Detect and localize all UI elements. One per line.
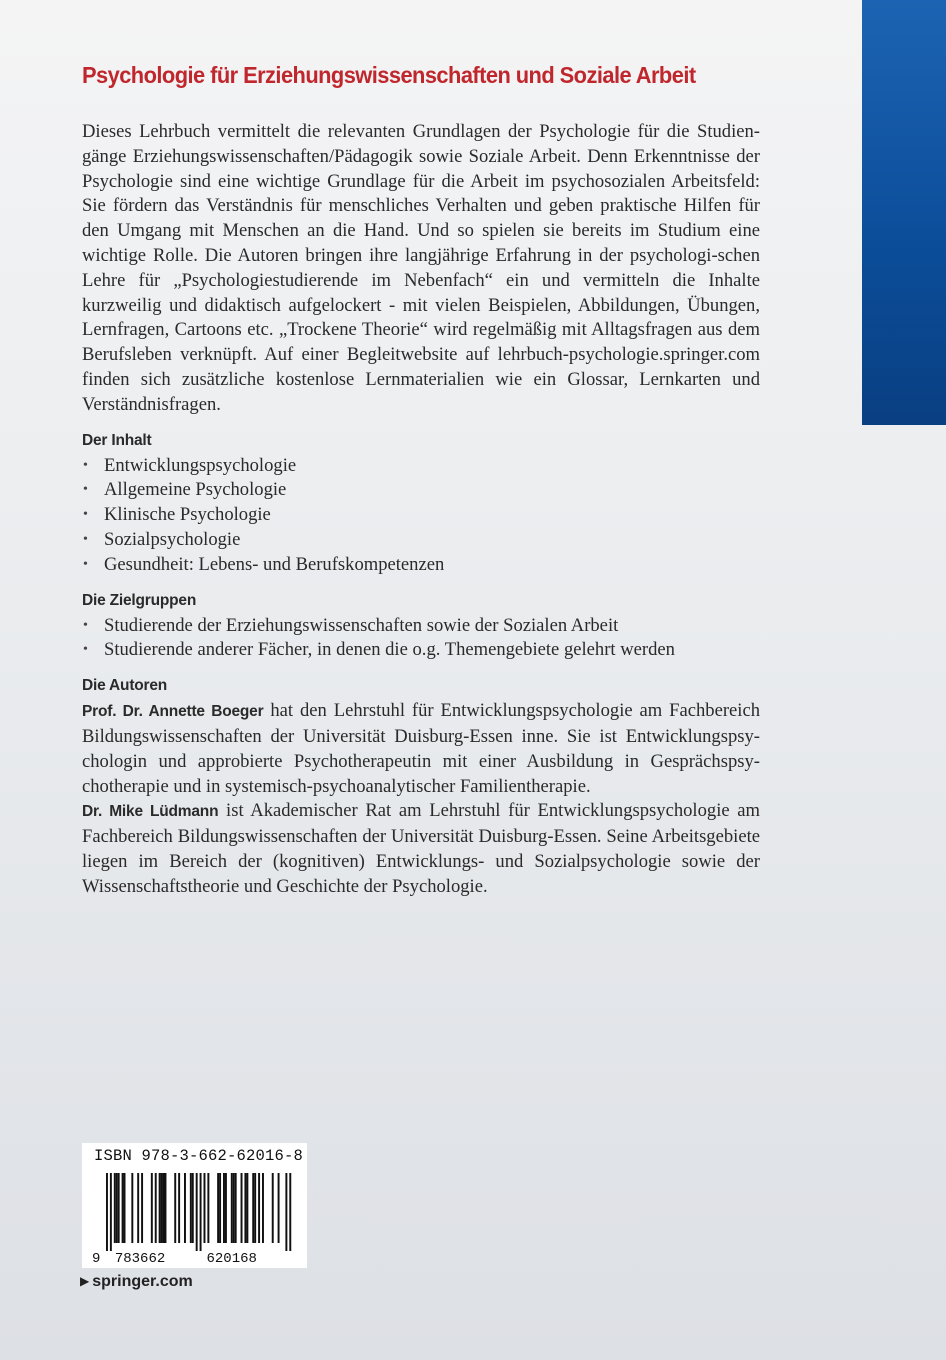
publisher-url: springer.com <box>92 1273 193 1290</box>
isbn-barcode <box>82 1143 307 1268</box>
list-item <box>82 454 760 479</box>
barcode-bar <box>106 1173 108 1251</box>
barcode-bar <box>116 1173 118 1243</box>
barcode-bar <box>219 1173 221 1243</box>
list-item <box>82 614 760 639</box>
bullet-icon: • <box>83 507 88 523</box>
author-bio <box>82 799 760 899</box>
author-name: Dr. Mike Lüdmann <box>82 803 219 821</box>
barcode-bar <box>225 1173 227 1243</box>
list-item <box>82 638 760 663</box>
publisher-link[interactable] <box>80 1273 193 1291</box>
barcode-bar <box>244 1173 246 1243</box>
intro-paragraph <box>82 120 760 418</box>
barcode-bar <box>131 1173 133 1243</box>
barcode-bar <box>207 1173 209 1243</box>
barcode-bar <box>231 1173 233 1243</box>
barcode-bar <box>196 1173 198 1251</box>
inhalt-heading: Der Inhalt <box>82 431 152 449</box>
barcode-digits: 783662 <box>114 1251 166 1267</box>
barcode-bar <box>272 1173 274 1243</box>
list-item-text: Entwicklungspsychologie <box>104 454 297 476</box>
list-item-text: Gesundheit: Lebens- und Berufskompetenzen <box>104 553 445 575</box>
arrow-right-icon: ▶ <box>80 1274 90 1288</box>
bullet-icon: • <box>83 617 88 633</box>
list-item-text: Sozialpsychologie <box>104 528 241 550</box>
barcode-bar <box>110 1173 112 1251</box>
author-bio-text: hat den Lehrstuhl für Entwicklungspsychologie am Fachbereich Bildungswissenschaften der Universität Duisburg-Essen inne. Sie ist Entwicklungspsychologin und approbierte Psychotherapeutin mit einer Ausbildung in Gesprächspsychotherapie und in systemisch-psychoanalytischer Familientherapie. <box>82 700 761 797</box>
list-item-text: Klinische Psychologie <box>104 504 271 526</box>
list-item <box>82 553 760 578</box>
barcode-bar <box>235 1173 237 1243</box>
intro-line: kurzweilig und didaktisch aufgelockert - mit vielen Beispielen, Abbildungen, Übungen, <box>82 294 760 316</box>
barcode-bar <box>165 1173 167 1243</box>
barcode-bar <box>118 1173 120 1243</box>
barcode-bar <box>122 1173 124 1243</box>
barcode-bar <box>262 1173 264 1243</box>
barcode-bar <box>254 1173 256 1243</box>
author-bio-text: ist Akademischer Rat am Lehrstuhl für Entwicklungspsychologie am Fachbereich Bildungswissenschaften der Universität Duisburg-Essen. Seine Arbeitsgebiete liegen im Bereich der (kognitiven) Entwicklungs- und Sozialpsychologie sowie der Wissenschaftstheorie und Geschichte der Psychologie. <box>82 800 761 897</box>
intro-line: Lernfragen, Cartoons etc. „Trockene Theorie“ wird regelmäßig mit Alltagsfragen aus <box>82 319 723 341</box>
zielgruppen-heading: Die Zielgruppen <box>82 591 197 609</box>
barcode-bar <box>289 1173 291 1251</box>
bullet-icon: • <box>83 531 88 547</box>
list-item <box>82 528 760 553</box>
barcode-bar <box>137 1173 139 1243</box>
barcode-digits: 620168 <box>206 1251 257 1267</box>
barcode-bar <box>285 1173 287 1251</box>
barcode-bar <box>246 1173 248 1243</box>
list-item-text: Allgemeine Psychologie <box>104 479 287 501</box>
list-item <box>82 503 760 528</box>
barcode-bar <box>124 1173 126 1243</box>
barcode-bar <box>159 1173 161 1243</box>
intro-line: schen Lehre für „Psychologiestudierende im Nebenfach“ ein und vermitteln die Inhalte <box>82 244 760 291</box>
barcode-bar <box>155 1173 157 1243</box>
barcode-bar <box>163 1173 165 1243</box>
author-bio <box>82 699 760 799</box>
list-item <box>82 478 760 503</box>
list-item-text: Studierende anderer Fächer, in denen die o.g. Themengebiete gelehrt werden <box>104 639 675 661</box>
list-item-text: Studierende der Erziehungswissenschaften sowie der Sozialen Arbeit <box>104 614 619 636</box>
barcode-bar <box>190 1173 192 1243</box>
barcode-digits: 9 <box>92 1251 101 1267</box>
blue-edge-tab <box>862 0 946 425</box>
intro-line: Sie fördern das Verständnis für menschliches Verhalten und geben praktische Hilfen <box>82 195 732 217</box>
barcode-bar <box>258 1173 260 1243</box>
intro-line: dem Berufsleben verknüpft. Auf einer Begleitwebsite auf lehrbuch-psychologie.springer. <box>82 319 760 366</box>
bullet-icon: • <box>83 556 88 572</box>
barcode-bar <box>241 1173 243 1243</box>
intro-line: Dieses Lehrbuch vermittelt die relevanten Grundlagen der Psychologie für die Studien- <box>82 121 760 142</box>
barcode-bar <box>217 1173 219 1243</box>
intro-line: com finden sich zusätzliche kostenlose Lernmaterialien wie ein Glossar, Lernkarten <box>82 344 760 390</box>
bullet-icon: • <box>83 482 88 498</box>
book-title: Psychologie für Erziehungswissenschaften und Soziale Arbeit <box>82 62 696 88</box>
barcode-bar <box>252 1173 254 1243</box>
barcode-bar <box>204 1173 206 1243</box>
barcode-bar <box>161 1173 163 1243</box>
barcode-bar <box>141 1173 143 1243</box>
barcode-bar <box>278 1173 280 1243</box>
zielgruppen-list <box>82 614 760 664</box>
intro-line: gänge Erziehungswissenschaften/Pädagogik sowie Soziale Arbeit. Denn Erkenntnisse der <box>82 145 760 167</box>
barcode-bar <box>233 1173 235 1243</box>
barcode-bar <box>200 1173 202 1251</box>
author-name: Prof. Dr. Annette Boeger <box>82 703 264 721</box>
bullet-icon: • <box>83 642 88 658</box>
back-cover-content <box>82 120 760 900</box>
barcode-bar <box>223 1173 225 1243</box>
intro-line: Psychologie sind eine wichtige Grundlage für die Arbeit im psychosozialen Arbeitsfeld: <box>82 170 760 192</box>
inhalt-list <box>82 454 760 578</box>
autoren-heading: Die Autoren <box>82 677 168 695</box>
barcode-bar <box>184 1173 186 1243</box>
intro-line: für den Umgang mit Menschen an die Hand. Und so spielen sie bereits im Studium <box>82 195 760 242</box>
barcode-bar <box>114 1173 116 1243</box>
intro-line: und Verständnisfragen. <box>82 368 760 415</box>
barcode-bar <box>192 1173 194 1243</box>
barcode-bar <box>174 1173 176 1243</box>
bullet-icon: • <box>83 457 88 473</box>
barcode-bar <box>151 1173 153 1243</box>
barcode-bar <box>178 1173 180 1243</box>
isbn-label: ISBN 978-3-662-62016-8 <box>94 1147 304 1165</box>
intro-line: eine wichtige Rolle. Die Autoren bringen ihre langjährige Erfahrung in der psychologi- <box>82 220 760 266</box>
